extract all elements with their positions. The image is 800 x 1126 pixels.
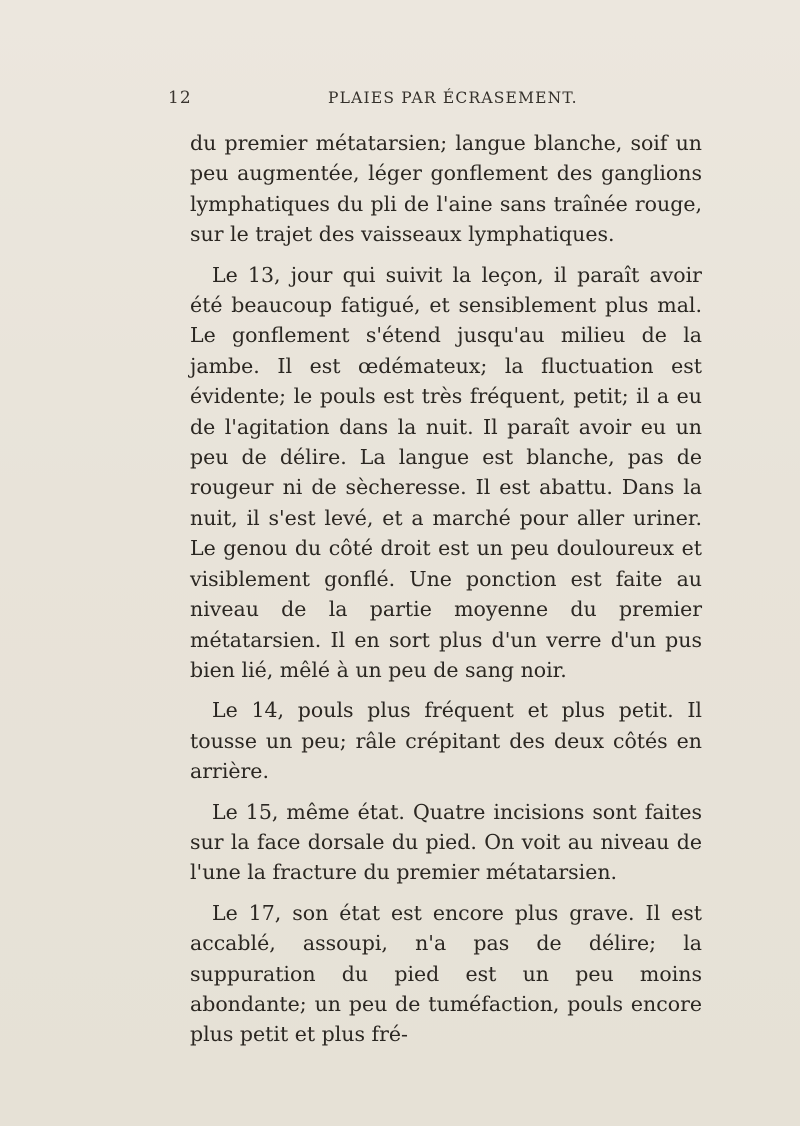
paragraph-day-13: Le 13, jour qui suivit la leçon, il paraît avoir été beaucoup fatigué, et sensiblement plus mal. Le gonflement s'étend jusqu'au milieu de la jambe. Il est œdémateux; la fluctuation est évidente; le pouls est très fréquent, petit; il a eu de l'agitation dans la nuit. Il paraît avoir eu un peu de délire. La langue est blanche, pas de rougeur ni de sècheresse. Il est abattu. Dans la nuit, il s'est levé, et a marché pour aller uriner. Le genou du côté droit est un peu douloureux et visiblement gonflé. Une ponction est faite au niveau de la partie moyenne du premier métatarsien. Il en sort plus d'un verre d'un pus bien lié, mêlé à un peu de sang noir.	[190, 262, 702, 682]
paragraph-day-15: Le 15, même état. Quatre incisions sont faites sur la face dorsale du pied. On voit au niveau de l'une la fracture du premier métatarsien.	[190, 799, 702, 885]
page-header	[168, 88, 708, 114]
running-title: PLAIES PAR ÉCRASEMENT.	[328, 89, 578, 107]
body-text	[190, 128, 702, 1060]
paragraph-continuation: du premier métatarsien; langue blanche, soif un peu augmentée, léger gonflement des ganglions lymphatiques du pli de l'aine sans traînée rouge, sur le trajet des vaisseaux lymphatiques.	[190, 131, 702, 247]
paragraph-day-17: Le 17, son état est encore plus grave. Il est accablé, assoupi, n'a pas de délire; la suppuration du pied est un peu moins abondante; un peu de tuméfaction, pouls encore plus petit et plus fré-	[190, 900, 702, 1047]
page-number: 12	[168, 88, 192, 108]
paragraph-day-14: Le 14, pouls plus fréquent et plus petit. Il tousse un peu; râle crépitant des deux côtés en arrière.	[190, 698, 702, 784]
